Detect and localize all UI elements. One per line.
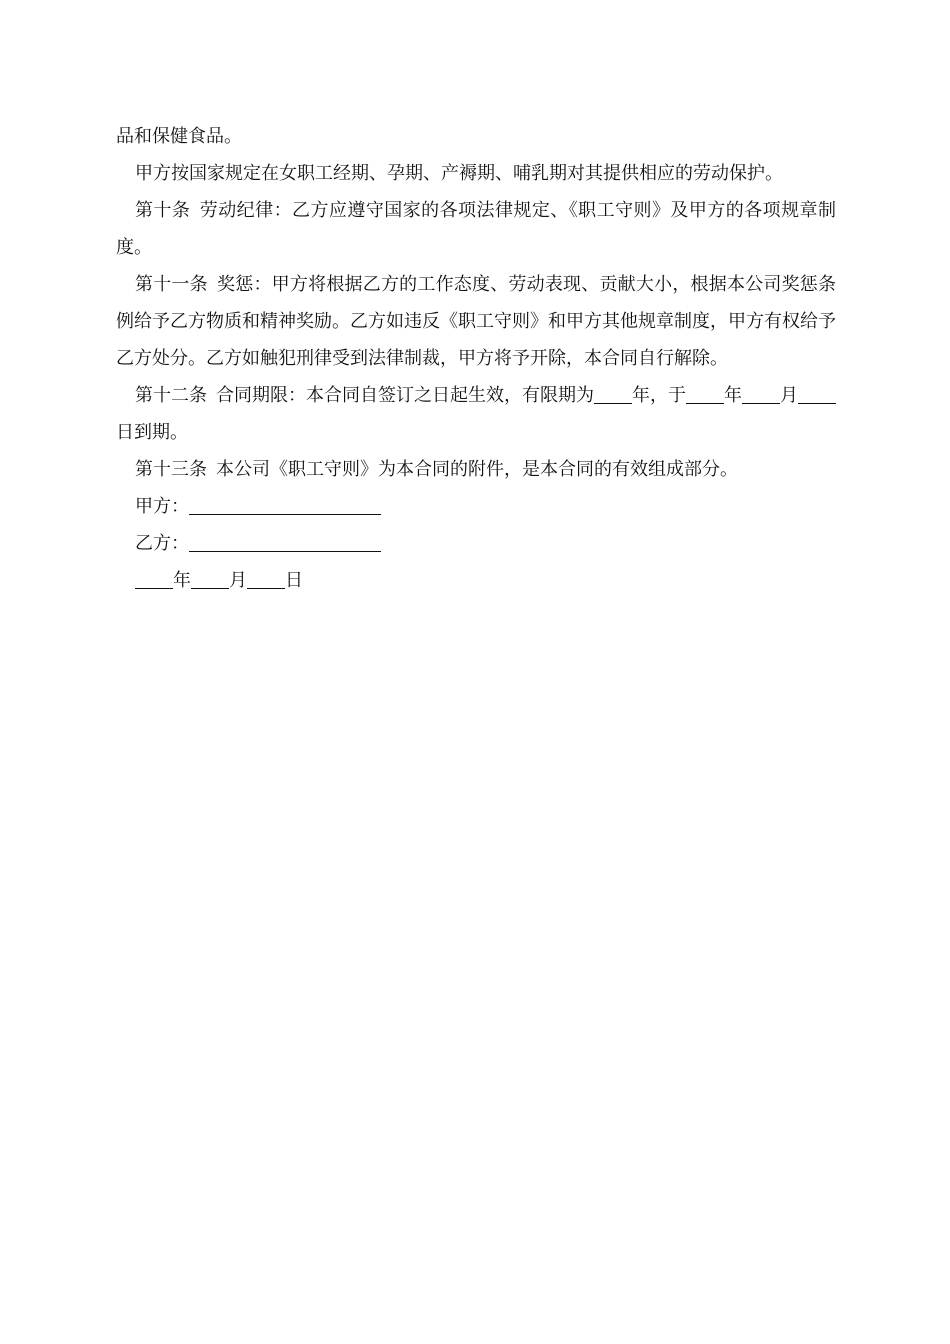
clause-label: 第十三条 [135, 459, 207, 480]
signature-party-b [116, 525, 836, 562]
blank-sign-month[interactable] [191, 570, 229, 589]
clause-text: 劳动纪律：乙方应遵守国家的各项法律规定、《职工守则》及甲方的各项规章制度。 [116, 200, 836, 258]
paragraph-text: 品和保健食品。 [116, 126, 242, 147]
signature-label: 甲方： [135, 496, 189, 517]
signature-line-party-a[interactable] [189, 496, 381, 515]
signature-line-party-b[interactable] [189, 533, 381, 552]
blank-period-years[interactable] [594, 385, 632, 404]
clause-text: 月 [780, 385, 798, 406]
blank-sign-day[interactable] [247, 570, 285, 589]
date-unit: 月 [229, 570, 247, 591]
clause-13 [116, 451, 836, 488]
clause-10 [116, 192, 836, 266]
blank-end-month[interactable] [742, 385, 780, 404]
clause-text: 本公司《职工守则》为本合同的附件，是本合同的有效组成部分。 [216, 459, 738, 480]
clause-label: 第十二条 [135, 385, 207, 406]
blank-sign-year[interactable] [135, 570, 173, 589]
clause-text: 合同期限：本合同自签订之日起生效，有限期为 [216, 385, 594, 406]
clause-label: 第十条 [135, 200, 191, 221]
date-unit: 日 [285, 570, 303, 591]
clause-label: 第十一条 [135, 274, 208, 295]
signature-date [116, 562, 836, 599]
blank-end-year[interactable] [686, 385, 724, 404]
clause-11 [116, 266, 836, 377]
clause-text: 奖惩：甲方将根据乙方的工作态度、劳动表现、贡献大小，根据本公司奖惩条例给予乙方物质和精神奖励。乙方如违反《职工守则》和甲方其他规章制度，甲方有权给予乙方处分。乙方如触犯刑律受到法律制裁，甲方将予开除，本合同自行解除。 [116, 274, 836, 369]
paragraph-text: 甲方按国家规定在女职工经期、孕期、产褥期、哺乳期对其提供相应的劳动保护。 [135, 163, 783, 184]
signature-label: 乙方： [135, 533, 189, 554]
clause-text: 年，于 [632, 385, 686, 406]
clause-text: 年 [724, 385, 742, 406]
paragraph-labor-protection [116, 155, 836, 192]
date-unit: 年 [173, 570, 191, 591]
contract-body [116, 118, 836, 599]
paragraph-continuation [116, 118, 836, 155]
signature-party-a [116, 488, 836, 525]
clause-12 [116, 377, 836, 451]
clause-text: 日到期。 [116, 422, 188, 443]
blank-end-day[interactable] [798, 385, 836, 404]
